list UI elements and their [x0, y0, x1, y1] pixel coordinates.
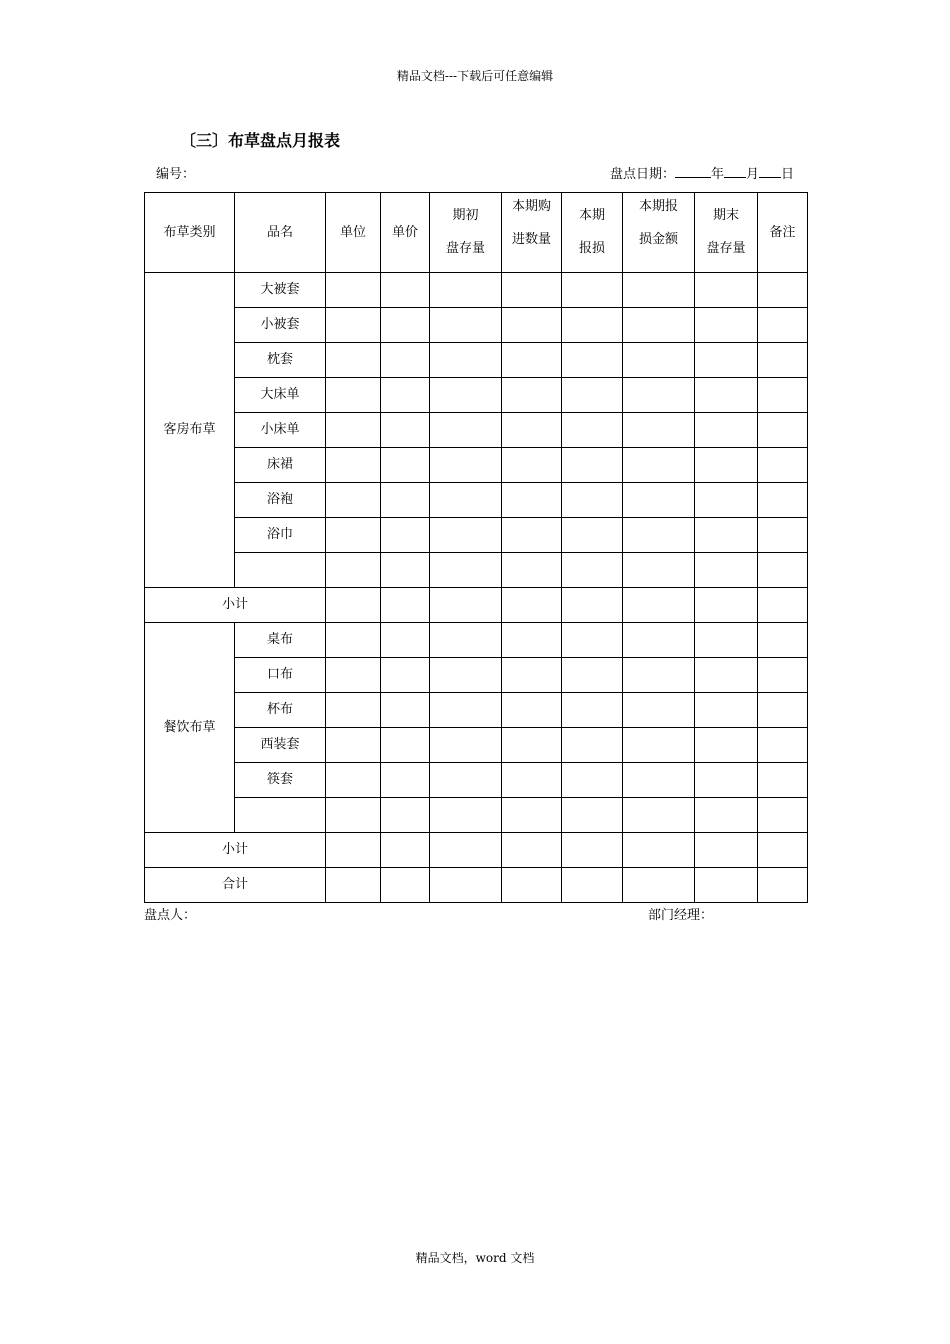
- data-entry-cell[interactable]: [695, 413, 758, 448]
- data-entry-cell[interactable]: [430, 483, 502, 518]
- category-cell: 餐饮布草: [145, 623, 235, 833]
- header-unit-price: 单价: [381, 193, 430, 273]
- data-entry-cell[interactable]: [381, 308, 430, 343]
- data-entry-cell[interactable]: [326, 553, 381, 588]
- data-entry-cell[interactable]: [695, 518, 758, 553]
- data-entry-cell[interactable]: [758, 623, 808, 658]
- subtotal-cell[interactable]: [381, 588, 430, 623]
- year-blank: [675, 165, 711, 178]
- header-loss-line1: 本期: [578, 208, 605, 224]
- total-cell[interactable]: [758, 868, 808, 903]
- data-entry-cell[interactable]: [502, 623, 562, 658]
- data-entry-cell[interactable]: [562, 308, 623, 343]
- table-row: [145, 798, 808, 833]
- data-entry-cell[interactable]: [381, 483, 430, 518]
- item-name-cell: 桌布: [235, 623, 326, 658]
- item-name-cell: 小床单: [235, 413, 326, 448]
- data-entry-cell[interactable]: [758, 798, 808, 833]
- data-entry-cell[interactable]: [562, 413, 623, 448]
- data-entry-cell[interactable]: [562, 623, 623, 658]
- data-entry-cell[interactable]: [695, 378, 758, 413]
- data-entry-cell[interactable]: [758, 413, 808, 448]
- table-row: [145, 378, 808, 413]
- subtotal-cell[interactable]: [502, 833, 562, 868]
- data-entry-cell[interactable]: [502, 518, 562, 553]
- header-closing-line1: 期末: [712, 208, 739, 224]
- data-entry-cell[interactable]: [430, 343, 502, 378]
- table-row: [145, 518, 808, 553]
- data-entry-cell[interactable]: [623, 763, 695, 798]
- data-entry-cell[interactable]: [502, 658, 562, 693]
- data-entry-cell[interactable]: [623, 623, 695, 658]
- data-entry-cell[interactable]: [623, 658, 695, 693]
- data-entry-cell[interactable]: [326, 483, 381, 518]
- data-entry-cell[interactable]: [758, 553, 808, 588]
- data-entry-cell[interactable]: [758, 518, 808, 553]
- data-entry-cell[interactable]: [758, 448, 808, 483]
- data-entry-cell[interactable]: [502, 798, 562, 833]
- header-closing-line2: 盘存量: [706, 241, 746, 256]
- data-entry-cell[interactable]: [326, 658, 381, 693]
- subtotal-cell[interactable]: [381, 833, 430, 868]
- data-entry-cell[interactable]: [430, 728, 502, 763]
- total-cell[interactable]: [381, 868, 430, 903]
- data-entry-cell[interactable]: [502, 728, 562, 763]
- data-entry-cell[interactable]: [695, 483, 758, 518]
- table-row: [145, 553, 808, 588]
- header-opening-line2: 盘存量: [445, 241, 485, 256]
- total-cell[interactable]: [326, 868, 381, 903]
- data-entry-cell[interactable]: [326, 413, 381, 448]
- data-entry-cell[interactable]: [695, 798, 758, 833]
- document-header: 精品文档---下载后可任意编辑: [396, 69, 554, 83]
- data-entry-cell[interactable]: [430, 623, 502, 658]
- data-entry-cell[interactable]: [430, 273, 502, 308]
- day-blank: [759, 165, 781, 178]
- data-entry-cell[interactable]: [562, 378, 623, 413]
- report-title: 〔三〕布草盘点月报表: [180, 131, 341, 150]
- data-entry-cell[interactable]: [430, 448, 502, 483]
- data-entry-cell[interactable]: [695, 273, 758, 308]
- item-name-cell: [235, 553, 326, 588]
- subtotal-cell[interactable]: [695, 833, 758, 868]
- count-date-line: [610, 163, 794, 182]
- subtotal-cell[interactable]: [430, 833, 502, 868]
- header-row: [145, 193, 808, 273]
- linen-inventory-table: [144, 192, 808, 903]
- table-row: [145, 693, 808, 728]
- data-entry-cell[interactable]: [562, 693, 623, 728]
- item-name-cell: 床裙: [235, 448, 326, 483]
- data-entry-cell[interactable]: [326, 308, 381, 343]
- data-entry-cell[interactable]: [758, 308, 808, 343]
- data-entry-cell[interactable]: [430, 763, 502, 798]
- data-entry-cell[interactable]: [430, 308, 502, 343]
- data-entry-cell[interactable]: [623, 308, 695, 343]
- header-opening-line1: 期初: [452, 208, 479, 224]
- data-entry-cell[interactable]: [326, 623, 381, 658]
- data-entry-cell[interactable]: [695, 343, 758, 378]
- data-entry-cell[interactable]: [326, 763, 381, 798]
- data-entry-cell[interactable]: [623, 798, 695, 833]
- data-entry-cell[interactable]: [758, 483, 808, 518]
- document-footer: 精品文档，word 文档: [415, 1251, 535, 1265]
- item-name-cell: 杯布: [235, 693, 326, 728]
- data-entry-cell[interactable]: [502, 553, 562, 588]
- item-name-cell: 浴袍: [235, 483, 326, 518]
- total-row: [145, 868, 808, 903]
- item-name-cell: 浴巾: [235, 518, 326, 553]
- data-entry-cell[interactable]: [562, 658, 623, 693]
- count-date-label: 盘点日期：: [609, 167, 675, 182]
- subtotal-row: [145, 588, 808, 623]
- data-entry-cell[interactable]: [623, 518, 695, 553]
- table-row: [145, 763, 808, 798]
- table-row: [145, 413, 808, 448]
- data-entry-cell[interactable]: [623, 448, 695, 483]
- data-entry-cell[interactable]: [562, 483, 623, 518]
- subtotal-cell[interactable]: [623, 588, 695, 623]
- day-label: 日: [780, 167, 794, 182]
- data-entry-cell[interactable]: [326, 798, 381, 833]
- header-item-name: 品名: [235, 193, 326, 273]
- header-purchase-qty: [502, 193, 562, 273]
- subtotal-cell[interactable]: [502, 588, 562, 623]
- data-entry-cell[interactable]: [695, 728, 758, 763]
- data-entry-cell[interactable]: [381, 693, 430, 728]
- category-cell: 客房布草: [145, 273, 235, 588]
- data-entry-cell[interactable]: [695, 693, 758, 728]
- header-category: 布草类别: [145, 193, 235, 273]
- data-entry-cell[interactable]: [381, 623, 430, 658]
- data-entry-cell[interactable]: [695, 763, 758, 798]
- data-entry-cell[interactable]: [430, 553, 502, 588]
- subtotal-label: 小计: [145, 833, 326, 868]
- data-entry-cell[interactable]: [381, 448, 430, 483]
- total-cell[interactable]: [430, 868, 502, 903]
- subtotal-cell[interactable]: [326, 833, 381, 868]
- data-entry-cell[interactable]: [326, 448, 381, 483]
- table-row: [145, 343, 808, 378]
- month-label: 月: [745, 167, 759, 182]
- data-entry-cell[interactable]: [562, 518, 623, 553]
- data-entry-cell[interactable]: [326, 728, 381, 763]
- data-entry-cell[interactable]: [502, 378, 562, 413]
- subtotal-cell[interactable]: [430, 588, 502, 623]
- data-entry-cell[interactable]: [326, 693, 381, 728]
- data-entry-cell[interactable]: [562, 273, 623, 308]
- data-entry-cell[interactable]: [758, 343, 808, 378]
- data-entry-cell[interactable]: [430, 658, 502, 693]
- data-entry-cell[interactable]: [502, 343, 562, 378]
- data-entry-cell[interactable]: [430, 693, 502, 728]
- data-entry-cell[interactable]: [758, 658, 808, 693]
- header-purchase-line1: 本期购: [511, 199, 551, 214]
- data-entry-cell[interactable]: [562, 728, 623, 763]
- data-entry-cell[interactable]: [430, 798, 502, 833]
- department-manager-label: 部门经理：: [648, 908, 714, 923]
- total-label: 合计: [145, 868, 326, 903]
- data-entry-cell[interactable]: [562, 798, 623, 833]
- data-entry-cell[interactable]: [695, 448, 758, 483]
- table-row: [145, 728, 808, 763]
- subtotal-cell[interactable]: [758, 588, 808, 623]
- subtotal-cell[interactable]: [695, 588, 758, 623]
- data-entry-cell[interactable]: [623, 273, 695, 308]
- data-entry-cell[interactable]: [502, 693, 562, 728]
- data-entry-cell[interactable]: [758, 728, 808, 763]
- counter-label: 盘点人：: [144, 908, 197, 923]
- data-entry-cell[interactable]: [326, 518, 381, 553]
- data-entry-cell[interactable]: [381, 553, 430, 588]
- header-loss-amount: [623, 193, 695, 273]
- subtotal-cell[interactable]: [758, 833, 808, 868]
- subtotal-cell[interactable]: [326, 588, 381, 623]
- data-entry-cell[interactable]: [502, 483, 562, 518]
- item-name-cell: 西装套: [235, 728, 326, 763]
- data-entry-cell[interactable]: [430, 378, 502, 413]
- data-entry-cell[interactable]: [381, 728, 430, 763]
- total-cell[interactable]: [623, 868, 695, 903]
- total-cell[interactable]: [502, 868, 562, 903]
- data-entry-cell[interactable]: [562, 448, 623, 483]
- table-row: [145, 483, 808, 518]
- data-entry-cell[interactable]: [623, 693, 695, 728]
- data-entry-cell[interactable]: [758, 378, 808, 413]
- data-entry-cell[interactable]: [502, 273, 562, 308]
- total-cell[interactable]: [695, 868, 758, 903]
- total-cell[interactable]: [562, 868, 623, 903]
- item-name-cell: 枕套: [235, 343, 326, 378]
- data-entry-cell[interactable]: [381, 273, 430, 308]
- data-entry-cell[interactable]: [695, 308, 758, 343]
- data-entry-cell[interactable]: [562, 763, 623, 798]
- data-entry-cell[interactable]: [623, 343, 695, 378]
- header-closing-stock: [695, 193, 758, 273]
- data-entry-cell[interactable]: [695, 623, 758, 658]
- data-entry-cell[interactable]: [381, 413, 430, 448]
- serial-number-label: 编号：: [156, 167, 196, 182]
- data-entry-cell[interactable]: [623, 378, 695, 413]
- month-blank: [724, 165, 746, 178]
- data-entry-cell[interactable]: [381, 658, 430, 693]
- header-unit: 单位: [326, 193, 381, 273]
- data-entry-cell[interactable]: [381, 378, 430, 413]
- table-row: [145, 623, 808, 658]
- data-entry-cell[interactable]: [326, 273, 381, 308]
- data-entry-cell[interactable]: [381, 798, 430, 833]
- item-name-cell: [235, 798, 326, 833]
- data-entry-cell[interactable]: [758, 693, 808, 728]
- data-entry-cell[interactable]: [758, 763, 808, 798]
- table-row: [145, 273, 808, 308]
- data-entry-cell[interactable]: [623, 553, 695, 588]
- data-entry-cell[interactable]: [562, 343, 623, 378]
- header-opening-stock: [430, 193, 502, 273]
- year-label: 年: [710, 167, 724, 182]
- item-name-cell: 口布: [235, 658, 326, 693]
- subtotal-row: [145, 833, 808, 868]
- table-row: [145, 448, 808, 483]
- data-entry-cell[interactable]: [502, 448, 562, 483]
- item-name-cell: 小被套: [235, 308, 326, 343]
- data-entry-cell[interactable]: [381, 763, 430, 798]
- data-entry-cell[interactable]: [430, 518, 502, 553]
- data-entry-cell[interactable]: [562, 553, 623, 588]
- table-row: [145, 308, 808, 343]
- data-entry-cell[interactable]: [326, 378, 381, 413]
- data-entry-cell[interactable]: [695, 658, 758, 693]
- data-entry-cell[interactable]: [623, 728, 695, 763]
- data-entry-cell[interactable]: [381, 518, 430, 553]
- subtotal-cell[interactable]: [562, 833, 623, 868]
- item-name-cell: 大床单: [235, 378, 326, 413]
- subtotal-cell[interactable]: [562, 588, 623, 623]
- data-entry-cell[interactable]: [623, 483, 695, 518]
- data-entry-cell[interactable]: [326, 343, 381, 378]
- header-loss-amount-line1: 本期报: [638, 199, 678, 214]
- subtotal-cell[interactable]: [623, 833, 695, 868]
- header-remark: 备注: [758, 193, 808, 273]
- header-loss-line2: 报损: [578, 241, 605, 256]
- data-entry-cell[interactable]: [623, 413, 695, 448]
- data-entry-cell[interactable]: [502, 413, 562, 448]
- table-row: [145, 658, 808, 693]
- data-entry-cell[interactable]: [502, 763, 562, 798]
- data-entry-cell[interactable]: [502, 308, 562, 343]
- data-entry-cell[interactable]: [695, 553, 758, 588]
- data-entry-cell[interactable]: [381, 343, 430, 378]
- header-loss: [562, 193, 623, 273]
- subtotal-label: 小计: [145, 588, 326, 623]
- item-name-cell: 大被套: [235, 273, 326, 308]
- header-purchase-line2: 进数量: [511, 231, 551, 247]
- data-entry-cell[interactable]: [430, 413, 502, 448]
- item-name-cell: 筷套: [235, 763, 326, 798]
- header-loss-amount-line2: 损金额: [638, 231, 678, 247]
- data-entry-cell[interactable]: [758, 273, 808, 308]
